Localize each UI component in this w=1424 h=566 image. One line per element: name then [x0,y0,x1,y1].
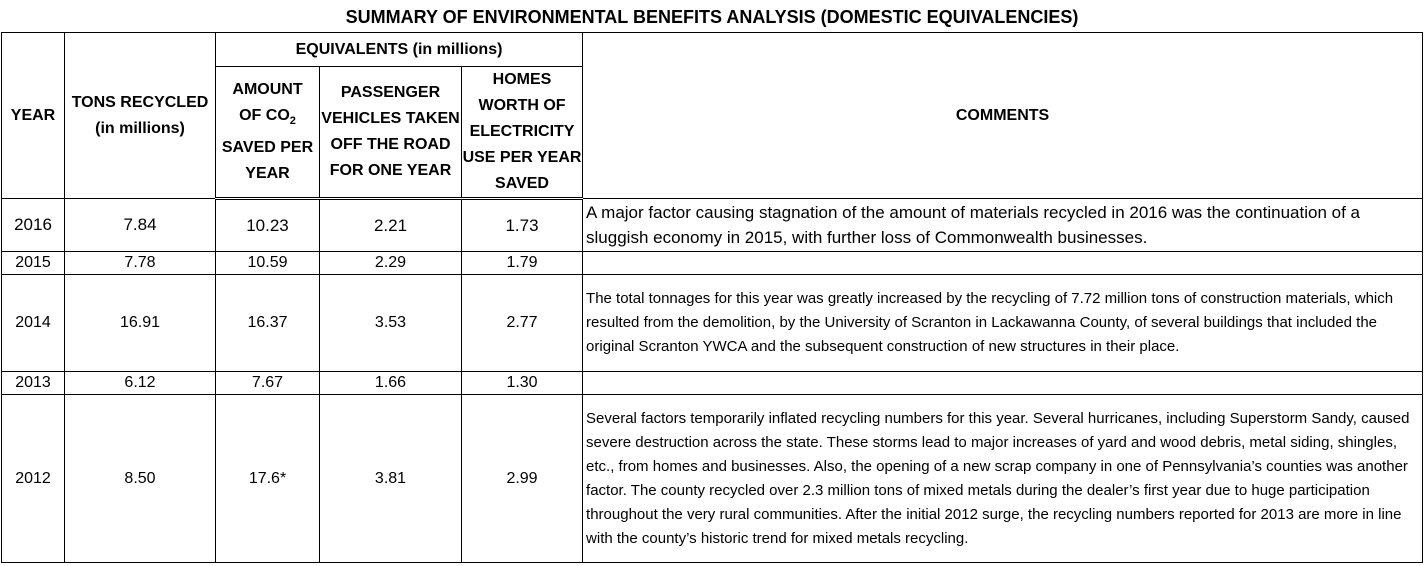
cell-tons: 8.50 [65,395,216,563]
header-equivalents: EQUIVALENTS (in millions) [216,33,583,67]
cell-homes: 2.99 [462,395,583,563]
cell-tons: 7.84 [65,199,216,252]
table-row [2,252,1423,275]
cell-comment: Several factors temporarily inflated recycling numbers for this year. Several hurricanes, including Superstorm Sandy, caused severe destruction across the state. These storms lead to major increases of yard and wood debris, metal siding, shingles, etc., from homes and businesses. Also, the opening of a new scrap company in one of Pennsylvania’s counties was another factor. The county recycled over 2.3 million tons of mixed metals during the dealer’s first year due to huge participation throughout the very rural communities. After the initial 2012 surge, the recycling numbers reported for 2013 are more in line with the county’s historic trend for mixed metals recycling. [583,395,1423,563]
cell-tons: 16.91 [65,275,216,372]
cell-year: 2016 [2,199,65,252]
cell-vehicles: 1.66 [320,372,462,395]
cell-homes: 1.79 [462,252,583,275]
header-year: YEAR [2,33,65,199]
header-comments: COMMENTS [583,33,1423,199]
cell-vehicles: 2.29 [320,252,462,275]
cell-homes: 1.30 [462,372,583,395]
header-co2-line4: YEAR [245,164,290,182]
cell-year: 2015 [2,252,65,275]
co2-subscript: 2 [289,115,296,128]
cell-year: 2012 [2,395,65,563]
cell-tons: 7.78 [65,252,216,275]
header-vehicles: PASSENGER VEHICLES TAKEN OFF THE ROAD FOR ONE YEAR [320,67,462,199]
cell-homes: 2.77 [462,275,583,372]
cell-comment: The total tonnages for this year was greatly increased by the recycling of 7.72 million tons of construction materials, which resulted from the demolition, by the University of Scranton in Lackawanna County, of several buildings that included the original Scranton YWCA and the subsequent construction of new structures in their place. [583,275,1423,372]
cell-co2: 10.59 [216,252,320,275]
table-row [2,395,1423,563]
cell-co2: 17.6* [216,395,320,563]
cell-vehicles: 3.81 [320,395,462,563]
header-co2-saved [216,67,320,199]
header-co2-line2: OF $CO_2$ [239,107,296,128]
header-tons-line1: TONS RECYCLED [71,93,209,111]
cell-co2: 16.37 [216,275,320,372]
cell-comment [583,252,1423,275]
cell-year: 2013 [2,372,65,395]
header-co2-line1: AMOUNT [232,81,303,99]
cell-co2: 7.67 [216,372,320,395]
cell-tons: 6.12 [65,372,216,395]
cell-vehicles: 3.53 [320,275,462,372]
cell-year: 2014 [2,275,65,372]
header-tons-recycled [65,33,216,199]
cell-vehicles: 2.21 [320,199,462,252]
table-row [2,199,1423,252]
cell-comment: A major factor causing stagnation of the amount of materials recycled in 2016 was the continuation of a sluggish economy in 2015, with further loss of Commonwealth businesses. [583,199,1423,252]
cell-co2: 10.23 [216,199,320,252]
header-co2-line3: SAVED PER [221,138,314,156]
table-row [2,372,1423,395]
table-title: SUMMARY OF ENVIRONMENTAL BENEFITS ANALYSIS (DOMESTIC EQUIVALENCIES) [345,7,1079,27]
table-row [2,275,1423,372]
header-homes: HOMES WORTH OF ELECTRICITY USE PER YEAR SAVED [462,67,583,199]
benefits-table [1,32,1423,563]
header-tons-line2: (in millions) [95,119,185,137]
cell-comment [583,372,1423,395]
cell-homes: 1.73 [462,199,583,252]
